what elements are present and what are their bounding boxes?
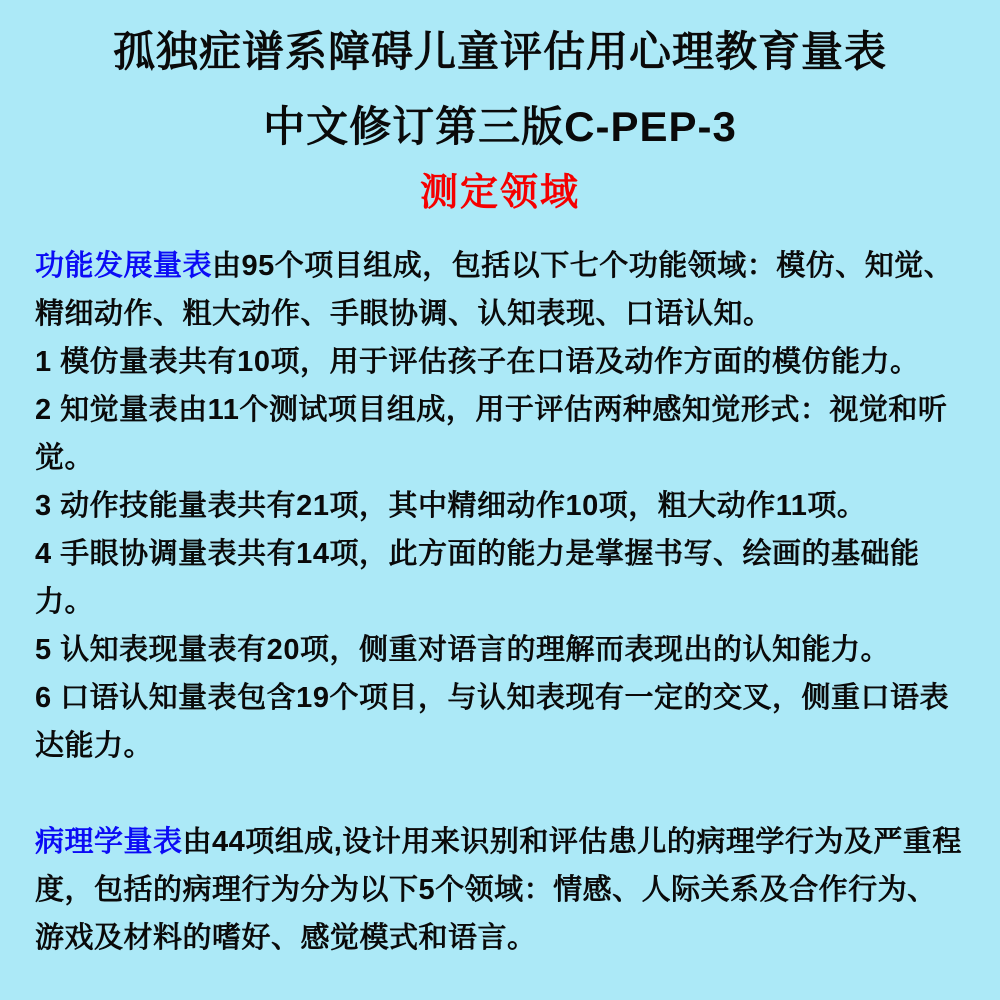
paragraph-text: 6 口语认知量表包含19个项目，与认知表现有一定的交叉，侧重口语表达能力。 [35,682,949,762]
list-item-5-cognitive-performance [35,626,965,674]
page-title [0,14,1000,164]
paragraph-text: 3 动作技能量表共有21项，其中精细动作10项，粗大动作11项。 [35,490,867,522]
paragraph-text: 1 模仿量表共有10项，用于评估孩子在口语及动作方面的模仿能力。 [35,346,920,378]
title-line-2: 中文修订第三版C-PEP-3 [263,103,737,150]
paragraph-text: 4 手眼协调量表共有14项，此方面的能力是掌握书写、绘画的基础能力。 [35,538,920,618]
paragraph-text: 5 认知表现量表有20项，侧重对语言的理解而表现出的认知能力。 [35,634,890,666]
list-item-2-perception [35,386,965,482]
body-content [35,242,965,962]
highlighted-term-functional-scale: 功能发展量表 [35,250,213,282]
paragraph-text: 由44项组成,设计用来识别和评估患儿的病理学行为及严重程度，包括的病理行为分为以下5个领域：情感、人际关系及合作行为、游戏及材料的嗜好、感觉模式和语言。 [35,826,962,954]
paragraph-text: 2 知觉量表由11个测试项目组成，用于评估两种感知觉形式：视觉和听觉。 [35,394,948,474]
section-heading: 测定领域 [419,172,580,214]
list-item-1-imitation [35,338,965,386]
paragraph-functional-scale-intro [35,242,965,338]
highlighted-term-pathology-scale: 病理学量表 [35,826,183,858]
paragraph-pathology-scale [35,818,965,962]
title-line-1: 孤独症谱系障碍儿童评估用心理教育量表 [112,28,887,75]
list-item-3-motor-skills [35,482,965,530]
list-item-6-verbal-cognition [35,674,965,770]
paragraph-text: 由95个项目组成，包括以下七个功能领域：模仿、知觉、精细动作、粗大动作、手眼协调、认知表现、口语认知。 [35,250,954,330]
list-item-4-hand-eye-coordination [35,530,965,626]
